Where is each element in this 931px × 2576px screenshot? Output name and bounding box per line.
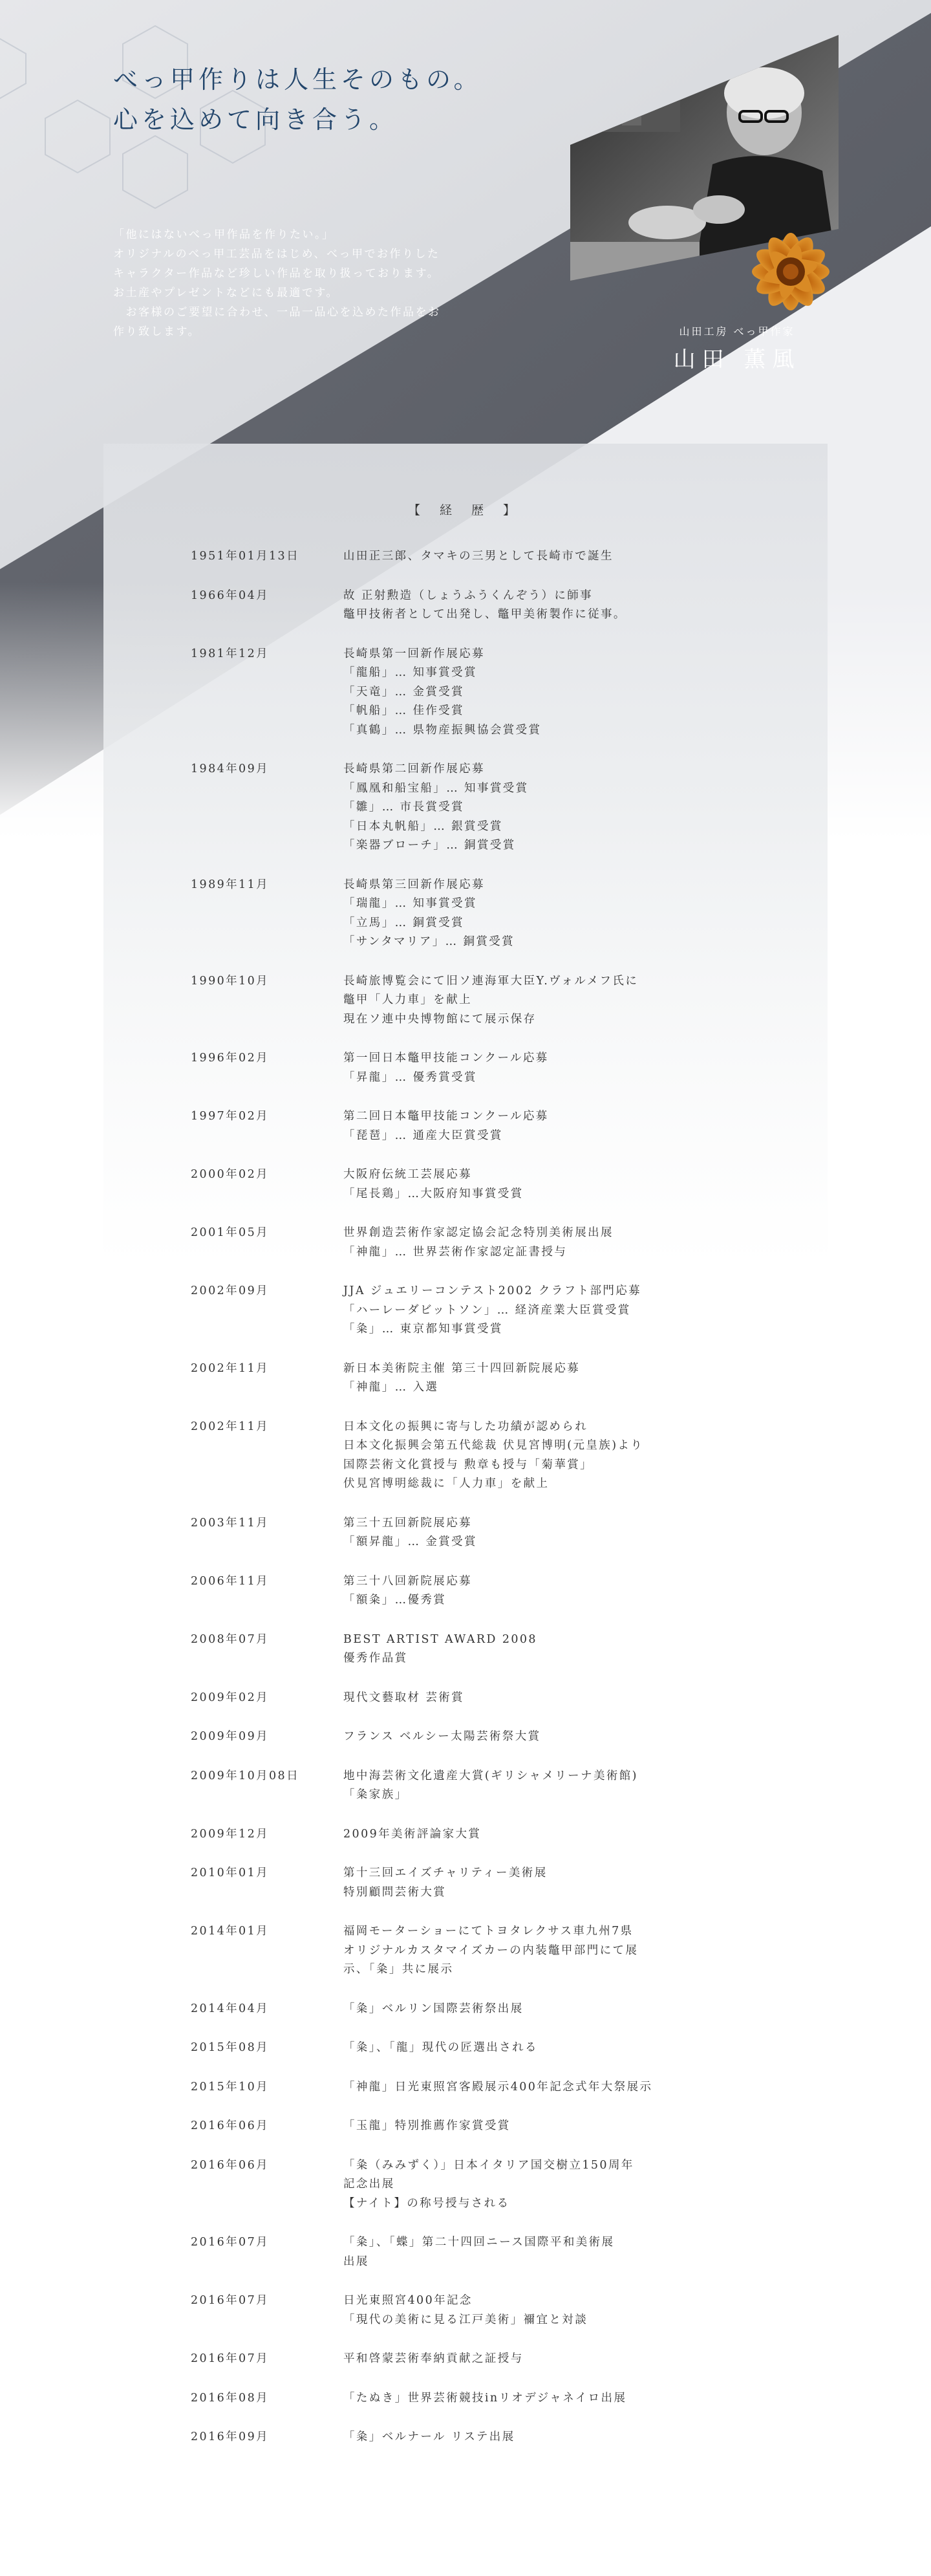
timeline-description — [343, 1224, 773, 1262]
timeline-date: 1990年10月 — [191, 974, 270, 988]
timeline-line: 「龍船」… 知事賞受賞 — [343, 666, 477, 679]
timeline-item — [191, 2350, 773, 2369]
timeline-description — [343, 2117, 773, 2136]
timeline-item — [191, 2078, 773, 2097]
timeline-date: 2016年07月 — [191, 2236, 270, 2249]
timeline-item — [191, 2428, 773, 2447]
timeline-item — [191, 1767, 773, 1805]
timeline-description — [343, 1418, 773, 1494]
timeline-description — [343, 587, 773, 625]
timeline-line: 第二回日本鼈甲技能コンクール応募 — [343, 1110, 549, 1123]
timeline-line: 「粂」、「蝶」第二十四回ニース国際平和美術展 — [343, 2236, 615, 2249]
intro-line: お客様のご要望に合わせ、一品一品心を込めた作品をお — [113, 306, 441, 319]
timeline-date: 1997年02月 — [191, 1110, 270, 1123]
timeline-date: 2002年09月 — [191, 1284, 270, 1297]
timeline-line: 「楽器ブローチ」… 銅賞受賞 — [343, 839, 516, 852]
timeline-date: 2016年08月 — [191, 2391, 270, 2405]
history-title: 【 経 歴 】 — [407, 503, 524, 517]
maker-name: 山田 薫風 — [673, 347, 801, 373]
timeline-date: 2003年11月 — [191, 1516, 270, 1530]
timeline-date: 2009年12月 — [191, 1827, 270, 1841]
timeline-line: 「神龍」… 入選 — [343, 1381, 439, 1394]
timeline-description — [343, 1572, 773, 1610]
timeline-description — [343, 1689, 773, 1708]
timeline-line: 福岡モーターショーにてトヨタレクサス車九州7県 — [343, 1925, 634, 1938]
timeline-line: 「粂」、「龍」現代の匠選出される — [343, 2041, 538, 2054]
timeline-description — [343, 1107, 773, 1145]
timeline-line: 「尾長鶏」…大阪府知事賞受賞 — [343, 1187, 524, 1200]
maker-role: 山田工房 べっ甲作家 — [679, 325, 795, 338]
timeline-line: フランス ベルシー太陽芸術祭大賞 — [343, 1730, 541, 1743]
timeline-line: 鼈甲「人力車」を献上 — [343, 993, 472, 1006]
timeline-description — [343, 1727, 773, 1747]
headline-line-2: 心を込めて向き合う。 — [113, 105, 398, 134]
timeline-line: 大阪府伝統工芸展応募 — [343, 1168, 472, 1181]
timeline-line: 示、「粂」共に展示 — [343, 1963, 454, 1976]
timeline-item — [191, 1418, 773, 1494]
timeline-date: 2002年11月 — [191, 1361, 270, 1375]
timeline-line: 「ハーレーダビットソン」… 経済産業大臣賞受賞 — [343, 1303, 631, 1317]
timeline-description — [343, 2156, 773, 2214]
timeline-description — [343, 2078, 773, 2097]
timeline-line: 「琵琶」… 通産大臣賞受賞 — [343, 1129, 503, 1142]
timeline-date: 2015年10月 — [191, 2080, 270, 2094]
timeline-description — [343, 1630, 773, 1669]
timeline-line: 「神龍」… 世界芸術作家認定証書授与 — [343, 1245, 568, 1259]
timeline-item — [191, 1825, 773, 1845]
intro-line: 作り致します。 — [113, 325, 201, 338]
timeline-description — [343, 1922, 773, 1980]
timeline-line: 地中海芸術文化遺産大賞(ギリシャメリーナ美術館) — [343, 1769, 638, 1782]
headline-line-1: べっ甲作りは人生そのもの。 — [113, 65, 482, 94]
timeline-line: 長崎県第二回新作展応募 — [343, 763, 485, 775]
timeline-line: 第一回日本鼈甲技能コンクール応募 — [343, 1052, 549, 1065]
timeline-line: 2009年美術評論家大賞 — [343, 1827, 482, 1841]
timeline-date: 2014年04月 — [191, 2002, 270, 2015]
timeline-date: 2010年01月 — [191, 1867, 270, 1879]
timeline-description — [343, 972, 773, 1030]
timeline-description — [343, 1864, 773, 1902]
timeline-line: 【ナイト】の称号授与される — [343, 2196, 510, 2210]
timeline-item — [191, 2000, 773, 2019]
page-headline — [113, 60, 482, 140]
timeline-line: 第三十五回新院展応募 — [343, 1516, 472, 1530]
timeline-item — [191, 1514, 773, 1552]
timeline-date: 2001年05月 — [191, 1226, 270, 1239]
timeline-description — [343, 1165, 773, 1204]
timeline-date: 1996年02月 — [191, 1052, 270, 1065]
maker-caption — [659, 323, 815, 376]
timeline-description — [343, 645, 773, 741]
timeline-date: 1989年11月 — [191, 878, 270, 891]
timeline-item — [191, 2233, 773, 2271]
timeline-item — [191, 1864, 773, 1902]
timeline-item — [191, 1224, 773, 1262]
timeline-description — [343, 1767, 773, 1805]
timeline-item — [191, 2039, 773, 2058]
timeline-line: 現在ソ連中央博物館にて展示保存 — [343, 1012, 537, 1026]
timeline-date: 2016年06月 — [191, 2119, 270, 2132]
timeline-line: 特別顧問芸術大賞 — [343, 1885, 447, 1899]
timeline-date: 2015年08月 — [191, 2041, 270, 2054]
timeline-line: 「真鶴」… 県物産振興協会賞受賞 — [343, 723, 542, 737]
timeline-item — [191, 587, 773, 625]
timeline-description — [343, 2350, 773, 2369]
timeline-description — [343, 1282, 773, 1339]
timeline-line: 日光東照宮400年記念 — [343, 2294, 473, 2307]
timeline-line: 「昇龍」… 優秀賞受賞 — [343, 1070, 477, 1084]
timeline-line: 「粂」ベルリン国際芸術祭出展 — [343, 2002, 524, 2015]
intro-line: お土産やプレゼントなどにも最適です。 — [113, 287, 339, 299]
intro-line: キャラクター作品など珍しい作品を取り扱っております。 — [113, 267, 440, 280]
timeline-item — [191, 1630, 773, 1669]
intro-line: 「他にはないべっ甲作品を作りたい。」 — [113, 228, 335, 241]
timeline-line: 「額粂」…優秀賞 — [343, 1594, 447, 1607]
timeline-line: 「たぬき」世界芸術競技inリオデジャネイロ出展 — [343, 2391, 627, 2405]
timeline-line: 「神龍」日光東照宮客殿展示400年記念式年大祭展示 — [343, 2080, 653, 2094]
intro-line: オリジナルのべっ甲工芸品をはじめ、べっ甲でお作りした — [113, 248, 440, 261]
timeline-item — [191, 1359, 773, 1398]
timeline-description — [343, 2389, 773, 2408]
timeline-item — [191, 1107, 773, 1145]
timeline-item — [191, 547, 773, 567]
timeline-line: 長崎県第一回新作展応募 — [343, 647, 485, 660]
timeline-date: 2009年02月 — [191, 1691, 270, 1704]
timeline-line: 「粂（みみずく）」日本イタリア国交樹立150周年 — [343, 2158, 634, 2172]
timeline-item — [191, 760, 773, 856]
timeline-item — [191, 2117, 773, 2136]
timeline-description — [343, 2000, 773, 2019]
timeline-line: BEST ARTIST AWARD 2008 — [343, 1632, 537, 1646]
timeline-item — [191, 972, 773, 1030]
intro-text — [113, 225, 553, 341]
timeline-date: 2016年07月 — [191, 2352, 270, 2365]
timeline-line: 「粂家族」 — [343, 1788, 408, 1801]
timeline-item — [191, 1165, 773, 1204]
timeline-line: 鼈甲技術者として出発し、鼈甲美術製作に従事。 — [343, 608, 626, 621]
timeline-item — [191, 1922, 773, 1980]
timeline-line: 記念出展 — [343, 2178, 395, 2191]
timeline-description — [343, 547, 773, 567]
timeline-line: 伏見宮博明総裁に「人力車」を献上 — [343, 1477, 550, 1490]
timeline-line: 現代文藝取材 芸術賞 — [343, 1691, 465, 1704]
timeline-date: 1984年09月 — [191, 763, 270, 775]
timeline-line: 出展 — [343, 2255, 369, 2268]
history-timeline — [191, 547, 773, 2467]
timeline-description — [343, 1049, 773, 1087]
timeline-date: 2006年11月 — [191, 1574, 270, 1588]
timeline-item — [191, 645, 773, 741]
timeline-description — [343, 1359, 773, 1398]
timeline-line: 長崎県第三回新作展応募 — [343, 878, 485, 891]
timeline-line: 第三十八回新院展応募 — [343, 1574, 472, 1588]
timeline-date: 1966年04月 — [191, 589, 270, 602]
timeline-date: 2000年02月 — [191, 1168, 270, 1181]
timeline-item — [191, 876, 773, 952]
timeline-line: 「帆船」… 佳作受賞 — [343, 704, 465, 717]
timeline-description — [343, 2039, 773, 2058]
timeline-line: 「粂」… 東京都知事賞受賞 — [343, 1323, 503, 1336]
timeline-line: 「立馬」… 銅賞受賞 — [343, 916, 465, 929]
timeline-item — [191, 2291, 773, 2330]
timeline-line: 第十三回エイズチャリティー美術展 — [343, 1867, 548, 1879]
timeline-description — [343, 1514, 773, 1552]
history-section — [103, 444, 828, 2500]
timeline-date: 1951年01月13日 — [191, 550, 299, 563]
timeline-description — [343, 760, 773, 856]
timeline-date: 2016年09月 — [191, 2430, 270, 2443]
timeline-line: 日本文化の振興に寄与した功績が認められ — [343, 1420, 588, 1433]
timeline-line: 「現代の美術に見る江戸美術」禰宜と対談 — [343, 2313, 588, 2326]
timeline-date: 2009年09月 — [191, 1730, 270, 1743]
timeline-line: 故 正射勲造（しょうふうくんぞう）に師事 — [343, 589, 594, 602]
timeline-line: 山田正三郎、タマキの三男として長崎市で誕生 — [343, 550, 614, 563]
timeline-line: 日本文化振興会第五代総裁 伏見宮博明(元皇族)より — [343, 1439, 644, 1452]
timeline-line: 新日本美術院主催 第三十四回新院展応募 — [343, 1361, 581, 1375]
timeline-line: 「サンタマリア」… 銅賞受賞 — [343, 935, 515, 948]
timeline-line: 優秀作品賞 — [343, 1652, 408, 1665]
timeline-line: 「玉龍」特別推薦作家賞受賞 — [343, 2119, 511, 2132]
timeline-line: 「粂」ベルナール リステ出展 — [343, 2430, 515, 2443]
timeline-item — [191, 1049, 773, 1087]
timeline-date: 2016年06月 — [191, 2158, 270, 2172]
timeline-item — [191, 1572, 773, 1610]
timeline-date: 2008年07月 — [191, 1632, 270, 1646]
timeline-date: 2009年10月08日 — [191, 1769, 299, 1782]
timeline-description — [343, 2291, 773, 2330]
timeline-date: 2002年11月 — [191, 1420, 270, 1433]
timeline-line: 「雛」… 市長賞受賞 — [343, 801, 465, 814]
timeline-line: 世界創造芸術作家認定協会記念特別美術展出展 — [343, 1226, 614, 1239]
timeline-item — [191, 1689, 773, 1708]
timeline-date: 2016年07月 — [191, 2294, 270, 2307]
timeline-item — [191, 2389, 773, 2408]
timeline-date: 1981年12月 — [191, 647, 270, 660]
timeline-line: 「日本丸帆船」… 銀賞受賞 — [343, 819, 503, 833]
timeline-line: 国際芸術文化賞授与 勲章も授与「菊華賞」 — [343, 1458, 594, 1471]
timeline-item — [191, 1727, 773, 1747]
timeline-description — [343, 2428, 773, 2447]
timeline-description — [343, 1825, 773, 1845]
timeline-item — [191, 1282, 773, 1339]
timeline-date: 2014年01月 — [191, 1925, 270, 1938]
timeline-line: 「天竜」… 金賞受賞 — [343, 685, 465, 698]
timeline-line: 長崎旅博覧会にて旧ソ連海軍大臣Y.ヴォルメフ氏に — [343, 974, 639, 988]
timeline-line: オリジナルカスタマイズカーの内装鼈甲部門にて展 — [343, 1943, 639, 1957]
tortoiseshell-chrysanthemum-icon — [726, 212, 855, 329]
timeline-line: 「額昇龍」… 金賞受賞 — [343, 1535, 477, 1548]
timeline-line: 平和啓蒙芸術奉納貢献之証授与 — [343, 2352, 524, 2365]
timeline-line: 「鳳凰和船宝船」… 知事賞受賞 — [343, 781, 529, 795]
timeline-description — [343, 876, 773, 952]
timeline-description — [343, 2233, 773, 2271]
timeline-line: JJA ジュエリーコンテスト2002 クラフト部門応募 — [343, 1284, 642, 1297]
timeline-item — [191, 2156, 773, 2214]
timeline-line: 「瑞龍」… 知事賞受賞 — [343, 897, 477, 910]
